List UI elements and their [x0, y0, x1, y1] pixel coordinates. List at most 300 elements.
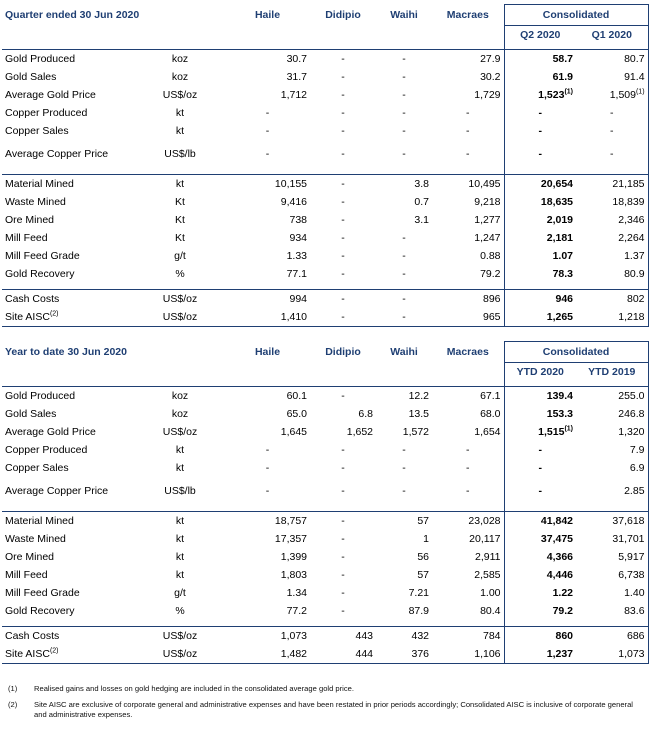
- cell-macraes: 0.88: [480, 250, 501, 262]
- row-label: [2, 530, 135, 548]
- row-label-text: Ore Mined: [5, 551, 55, 563]
- cell-waihi: 56: [417, 551, 430, 563]
- cell-macraes: 27.9: [432, 50, 504, 69]
- value: 1,515: [538, 426, 565, 438]
- table-row: [2, 104, 648, 122]
- cell-consolidated-current: [504, 566, 576, 584]
- footnote-marker: (1): [564, 88, 574, 96]
- cell-macraes: 2,585: [474, 569, 501, 581]
- value: 5,917: [618, 551, 645, 563]
- row-label-text: Copper Produced: [5, 444, 88, 456]
- cell-haile: 9,416: [280, 196, 308, 208]
- value: 153.3: [546, 408, 574, 420]
- cell-consolidated-prior: [576, 512, 648, 531]
- section-title: Year to date 30 Jun 2020: [5, 346, 127, 358]
- row-label: [2, 512, 135, 531]
- cell-waihi: 57: [417, 569, 430, 581]
- blank-cell: [225, 363, 310, 381]
- value: 58.7: [552, 53, 574, 65]
- row-label-text: Site AISC: [5, 311, 50, 323]
- cell-didipio: -: [341, 533, 345, 545]
- cell-waihi: -: [402, 125, 406, 137]
- blank-cell: [225, 26, 310, 44]
- row-label-text: Material Mined: [5, 515, 74, 527]
- value: 946: [555, 293, 574, 305]
- row-label: [2, 441, 135, 459]
- consolidated-header: Consolidated: [504, 5, 648, 26]
- value: 1,265: [546, 311, 574, 323]
- blank-cell: [2, 363, 135, 381]
- cell-didipio: -: [310, 387, 376, 406]
- cell-didipio: -: [341, 551, 345, 563]
- row-unit: US$/oz: [135, 308, 225, 327]
- cell-macraes: 965: [432, 308, 504, 327]
- cell-waihi: -: [376, 308, 432, 327]
- value: 31,701: [612, 533, 645, 545]
- value: 1,073: [618, 648, 645, 660]
- cell-haile: 1.34: [286, 587, 308, 599]
- row-label-text: Gold Recovery: [5, 605, 75, 617]
- cell-waihi: 1: [423, 533, 430, 545]
- cell-consolidated-current: [504, 530, 576, 548]
- footnote-marker: (2): [49, 647, 59, 655]
- row-label-text: Waste Mined: [5, 533, 66, 545]
- row-label-text: Average Gold Price: [5, 89, 96, 101]
- cell-consolidated-current: [504, 290, 576, 309]
- cell-consolidated-current: [504, 459, 576, 477]
- cell-consolidated-current: [504, 405, 576, 423]
- cell-macraes: 30.2: [480, 71, 501, 83]
- row-label: [2, 566, 135, 584]
- cell-haile: 1,712: [280, 89, 308, 101]
- table-row: [2, 193, 648, 211]
- cell-consolidated-prior: [576, 645, 648, 664]
- row-label: [2, 122, 135, 140]
- value: 21,185: [612, 178, 645, 190]
- cell-consolidated-current: [504, 441, 576, 459]
- cell-haile: -: [265, 125, 270, 137]
- cell-consolidated-prior: [576, 477, 648, 505]
- row-label-text: Waste Mined: [5, 196, 66, 208]
- cell-waihi: -: [376, 290, 432, 309]
- row-label-text: Copper Produced: [5, 107, 88, 119]
- cell-consolidated-current: [504, 193, 576, 211]
- cell-consolidated-current: [504, 308, 576, 327]
- cell-waihi: 12.2: [376, 387, 432, 406]
- cell-didipio: -: [341, 268, 345, 280]
- cell-haile: -: [265, 107, 270, 119]
- row-unit: g/t: [174, 250, 186, 262]
- cell-haile: 1,803: [280, 569, 308, 581]
- value: 1,509: [609, 89, 636, 101]
- row-unit: US$/lb: [164, 147, 196, 160]
- cell-waihi: -: [402, 89, 406, 101]
- cell-didipio: -: [341, 587, 345, 599]
- table-row: [2, 566, 648, 584]
- period-prior: YTD 2019: [576, 363, 648, 381]
- table-row: [2, 645, 648, 664]
- row-label-text: Gold Recovery: [5, 268, 75, 280]
- value: 4,446: [546, 569, 574, 581]
- row-unit: US$/oz: [162, 426, 198, 438]
- cell-consolidated-prior: [576, 247, 648, 265]
- cell-consolidated-prior: [576, 602, 648, 620]
- row-label: [2, 86, 135, 104]
- cell-waihi: 1,572: [402, 426, 430, 438]
- table-row: [2, 548, 648, 566]
- cell-didipio: -: [310, 290, 376, 309]
- row-label: [2, 477, 135, 505]
- cell-consolidated-current: [504, 247, 576, 265]
- table-row: [2, 140, 648, 168]
- row-label: [2, 645, 135, 664]
- blank-cell: [376, 26, 432, 44]
- row-label-text: Material Mined: [5, 178, 74, 190]
- cell-waihi: 7.21: [408, 587, 430, 599]
- cell-consolidated-current: [504, 140, 576, 168]
- cell-macraes: 896: [432, 290, 504, 309]
- cell-didipio: 443: [310, 627, 376, 646]
- cell-consolidated-prior: [576, 627, 648, 646]
- value: 83.6: [624, 605, 645, 617]
- cell-consolidated-current: [504, 122, 576, 140]
- cell-haile: 18,757: [225, 512, 310, 531]
- cell-consolidated-prior: [576, 211, 648, 229]
- value: 78.3: [552, 268, 574, 280]
- cell-consolidated-current: [504, 175, 576, 194]
- row-unit: US$/oz: [135, 645, 225, 664]
- row-label-text: Gold Produced: [5, 390, 76, 402]
- value: 7.9: [629, 444, 645, 456]
- row-unit: kt: [175, 533, 185, 545]
- cell-consolidated-prior: [576, 405, 648, 423]
- row-label: [2, 50, 135, 69]
- table-row: [2, 602, 648, 620]
- site-header-macraes: Macraes: [446, 346, 489, 358]
- row-unit: kt: [175, 551, 185, 563]
- row-label-text: Copper Sales: [5, 462, 69, 474]
- value: -: [538, 147, 543, 160]
- cell-macraes: 1.00: [480, 587, 501, 599]
- table-row: [2, 459, 648, 477]
- value: 246.8: [618, 408, 645, 420]
- cell-waihi: 3.8: [376, 175, 432, 194]
- cell-consolidated-current: [504, 627, 576, 646]
- cell-didipio: -: [341, 196, 345, 208]
- cell-consolidated-current: [504, 229, 576, 247]
- cell-consolidated-prior: [576, 175, 648, 194]
- row-unit: koz: [135, 50, 225, 69]
- row-label-text: Cash Costs: [5, 293, 60, 305]
- value: -: [538, 462, 543, 474]
- value: 860: [555, 630, 574, 642]
- blank-cell: [432, 363, 504, 381]
- cell-consolidated-prior: [576, 423, 648, 441]
- ytd-table: [2, 341, 649, 664]
- table-row: [2, 627, 648, 646]
- row-unit: %: [175, 605, 185, 617]
- row-unit: kt: [175, 462, 185, 474]
- blank-cell: [432, 26, 504, 44]
- cell-consolidated-prior: [576, 584, 648, 602]
- period-prior: Q1 2020: [576, 26, 648, 44]
- period-current: YTD 2020: [504, 363, 576, 381]
- blank-cell: [310, 363, 376, 381]
- header-row: [2, 342, 648, 363]
- table-row: [2, 423, 648, 441]
- cell-haile: 934: [289, 232, 308, 244]
- cell-haile: 60.1: [225, 387, 310, 406]
- cell-macraes: 80.4: [480, 605, 501, 617]
- value: 80.9: [624, 268, 645, 280]
- cell-consolidated-prior: [576, 265, 648, 283]
- row-label-text: Mill Feed Grade: [5, 250, 80, 262]
- row-unit: koz: [171, 71, 189, 83]
- cell-waihi: -: [376, 50, 432, 69]
- section-title: Quarter ended 30 Jun 2020: [5, 9, 140, 21]
- value: 1.07: [552, 250, 574, 262]
- row-label-text: Site AISC: [5, 648, 50, 660]
- blank-cell: [135, 363, 225, 381]
- footnote-number: (2): [8, 700, 18, 709]
- cell-waihi: -: [402, 232, 406, 244]
- cell-didipio: -: [341, 605, 345, 617]
- value: 2,019: [546, 214, 574, 226]
- cell-macraes: 9,218: [474, 196, 501, 208]
- row-label-text: Mill Feed Grade: [5, 587, 80, 599]
- cell-haile: 17,357: [274, 533, 308, 545]
- site-header-haile: Haile: [254, 346, 281, 358]
- table-row: [2, 122, 648, 140]
- cell-didipio: 444: [310, 645, 376, 664]
- cell-waihi: 432: [376, 627, 432, 646]
- footnote: [8, 700, 644, 720]
- row-label-text: Cash Costs: [5, 630, 60, 642]
- row-label: [2, 68, 135, 86]
- cell-consolidated-prior: [576, 308, 648, 327]
- footnote-text: Site AISC are exclusive of corporate general and administrative expenses and have been restated in prior periods accordingly; Consolidated AISC is inclusive of corporate general and administrative expenses.: [34, 700, 633, 719]
- cell-haile: 65.0: [286, 408, 308, 420]
- row-label: [2, 584, 135, 602]
- row-label: [2, 548, 135, 566]
- value: -: [610, 125, 614, 137]
- value: 255.0: [618, 390, 645, 402]
- cell-consolidated-prior: [576, 68, 648, 86]
- cell-consolidated-prior: [576, 86, 648, 104]
- row-label: [2, 387, 135, 406]
- cell-waihi: 376: [376, 645, 432, 664]
- cell-consolidated-current: [504, 387, 576, 406]
- cell-consolidated-prior: [576, 50, 648, 69]
- row-label-text: Copper Sales: [5, 125, 69, 137]
- value: 4,366: [546, 551, 574, 563]
- row-label: [2, 229, 135, 247]
- cell-haile: 10,155: [225, 175, 310, 194]
- table-row: [2, 387, 648, 406]
- row-label: [2, 290, 135, 309]
- row-label: [2, 459, 135, 477]
- cell-macraes: 68.0: [480, 408, 501, 420]
- cell-consolidated-current: [504, 584, 576, 602]
- row-label: [2, 602, 135, 620]
- blank-cell: [2, 26, 135, 44]
- cell-haile: 994: [225, 290, 310, 309]
- cell-haile: 31.7: [286, 71, 308, 83]
- value: 79.2: [552, 605, 574, 617]
- cell-didipio: -: [341, 462, 345, 474]
- cell-consolidated-prior: [576, 441, 648, 459]
- cell-consolidated-current: [504, 265, 576, 283]
- cell-macraes: 1,729: [474, 89, 501, 101]
- row-unit: Kt: [175, 214, 185, 226]
- row-label: [2, 104, 135, 122]
- row-label-text: Ore Mined: [5, 214, 55, 226]
- row-label-text: Mill Feed: [5, 569, 48, 581]
- cell-waihi: -: [402, 71, 406, 83]
- cell-waihi: -: [402, 484, 406, 497]
- cell-didipio: -: [341, 444, 345, 456]
- row-label-text: Gold Produced: [5, 53, 76, 65]
- row-label: [2, 423, 135, 441]
- row-label: [2, 627, 135, 646]
- cell-macraes: -: [466, 125, 470, 137]
- row-unit: US$/oz: [135, 627, 225, 646]
- cell-waihi: -: [402, 107, 406, 119]
- value: 61.9: [552, 71, 574, 83]
- cell-consolidated-current: [504, 423, 576, 441]
- cell-waihi: 3.1: [414, 214, 430, 226]
- cell-haile: -: [265, 462, 270, 474]
- table-row: [2, 512, 648, 531]
- row-label: [2, 265, 135, 283]
- cell-macraes: -: [466, 147, 470, 160]
- table-row: [2, 229, 648, 247]
- site-header-haile: Haile: [254, 9, 281, 21]
- site-header-waihi: Waihi: [390, 9, 418, 21]
- row-unit: kt: [135, 512, 225, 531]
- cell-haile: 1.33: [286, 250, 308, 262]
- row-unit: US$/oz: [135, 290, 225, 309]
- cell-didipio: -: [310, 50, 376, 69]
- row-label: [2, 247, 135, 265]
- site-header-waihi: Waihi: [390, 346, 418, 358]
- row-label-text: Average Copper Price: [5, 484, 109, 497]
- cell-didipio: -: [310, 175, 376, 194]
- cell-macraes: -: [466, 444, 470, 456]
- cell-haile: 77.2: [286, 605, 308, 617]
- cell-consolidated-current: [504, 211, 576, 229]
- cell-macraes: 1,654: [474, 426, 501, 438]
- row-unit: Kt: [175, 232, 185, 244]
- value: 1.37: [624, 250, 645, 262]
- value: 139.4: [546, 390, 574, 402]
- cell-haile: 1,399: [280, 551, 308, 563]
- value: 37,618: [612, 515, 645, 527]
- cell-waihi: -: [402, 250, 406, 262]
- row-label: [2, 140, 135, 168]
- value: 91.4: [624, 71, 645, 83]
- cell-consolidated-prior: [576, 140, 648, 168]
- row-label: [2, 405, 135, 423]
- table-row: [2, 211, 648, 229]
- cell-consolidated-prior: [576, 530, 648, 548]
- cell-consolidated-current: [504, 645, 576, 664]
- table-row: [2, 86, 648, 104]
- row-unit: US$/lb: [164, 484, 196, 497]
- cell-consolidated-current: [504, 602, 576, 620]
- row-label-text: Average Copper Price: [5, 147, 109, 160]
- row-unit: g/t: [174, 587, 186, 599]
- cell-consolidated-prior: [576, 290, 648, 309]
- row-unit: kt: [175, 569, 185, 581]
- footnote: [8, 684, 644, 694]
- cell-macraes: 784: [432, 627, 504, 646]
- cell-macraes: 67.1: [432, 387, 504, 406]
- table-row: [2, 50, 648, 69]
- row-label: [2, 308, 135, 327]
- value: 2,346: [618, 214, 645, 226]
- cell-haile: 77.1: [286, 268, 308, 280]
- value: 1,320: [618, 426, 645, 438]
- cell-consolidated-current: [504, 68, 576, 86]
- table-row: [2, 477, 648, 505]
- cell-consolidated-prior: [576, 229, 648, 247]
- row-unit: US$/oz: [162, 89, 198, 101]
- cell-haile: 1,482: [225, 645, 310, 664]
- value: 18,635: [540, 196, 574, 208]
- row-label-text: Gold Sales: [5, 408, 57, 420]
- cell-waihi: -: [402, 147, 406, 160]
- value: 80.7: [624, 53, 645, 65]
- cell-didipio: -: [341, 107, 345, 119]
- period-current: Q2 2020: [504, 26, 576, 44]
- cell-didipio: -: [310, 308, 376, 327]
- cell-didipio: -: [341, 125, 345, 137]
- table-row: [2, 68, 648, 86]
- cell-waihi: 13.5: [408, 408, 430, 420]
- cell-haile: -: [265, 444, 270, 456]
- table-row: [2, 265, 648, 283]
- cell-consolidated-prior: [576, 387, 648, 406]
- row-label: [2, 211, 135, 229]
- cell-waihi: 57: [376, 512, 432, 531]
- value: 37,475: [540, 533, 574, 545]
- cell-macraes: 20,117: [469, 533, 501, 545]
- value: 686: [627, 630, 645, 642]
- cell-haile: 1,410: [225, 308, 310, 327]
- cell-macraes: -: [466, 462, 470, 474]
- row-label-text: Mill Feed: [5, 232, 48, 244]
- row-unit: Kt: [175, 196, 185, 208]
- value: 20,654: [540, 178, 574, 190]
- value: 1.40: [624, 587, 645, 599]
- cell-macraes: 1,247: [474, 232, 501, 244]
- cell-haile: -: [265, 484, 270, 497]
- cell-consolidated-current: [504, 512, 576, 531]
- quarter-table: [2, 4, 649, 327]
- cell-haile: -: [265, 147, 270, 160]
- cell-didipio: -: [341, 569, 345, 581]
- cell-consolidated-prior: [576, 566, 648, 584]
- header-row: [2, 5, 648, 26]
- cell-didipio: 6.8: [358, 408, 374, 420]
- cell-waihi: -: [402, 444, 406, 456]
- row-unit: koz: [171, 408, 189, 420]
- table-row: [2, 441, 648, 459]
- table-row: [2, 405, 648, 423]
- cell-consolidated-current: [504, 104, 576, 122]
- cell-consolidated-prior: [576, 459, 648, 477]
